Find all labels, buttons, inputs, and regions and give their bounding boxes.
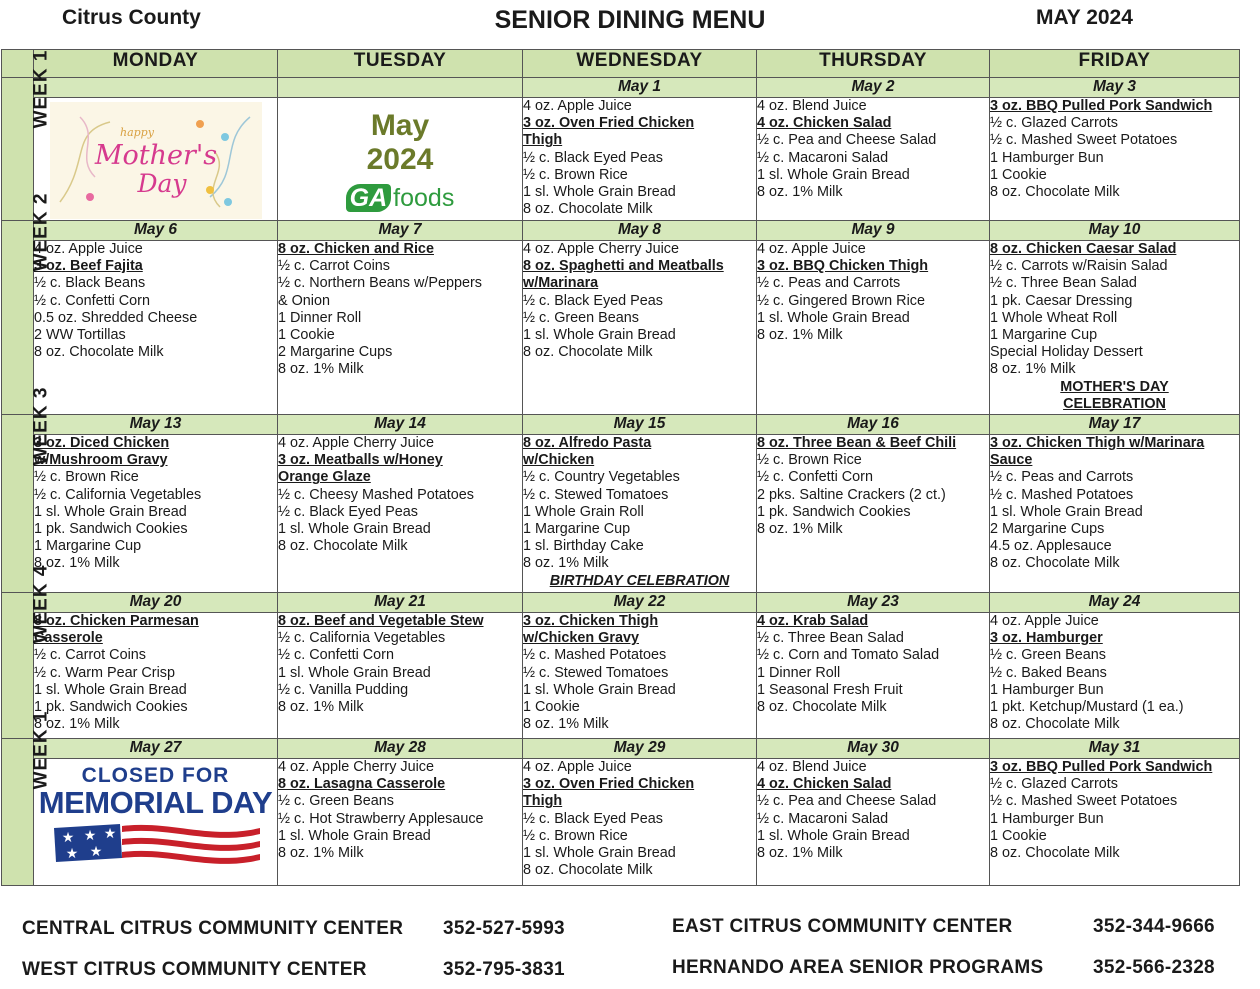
- menu-line: ½ c. Black Eyed Peas: [523, 149, 663, 166]
- menu-cell: [523, 759, 757, 886]
- mothers-text: Mother's: [94, 140, 217, 171]
- week-label-cell: [2, 192, 52, 415]
- day-text: Day: [136, 169, 187, 198]
- menu-line: 3 oz. Hamburger: [990, 630, 1103, 647]
- menu-line: 1 sl. Whole Grain Bread: [757, 166, 910, 183]
- menu-line: 8 oz. Lasagna Casserole: [278, 776, 446, 793]
- menu-line: 8 oz. Alfredo Pasta: [523, 435, 652, 451]
- menu-line: 3 oz. Oven Fried Chicken: [523, 776, 695, 793]
- menu-line: MOTHER'S DAY: [1060, 378, 1169, 395]
- may-2024-graphic: [278, 109, 522, 213]
- mothers-day-graphic: [50, 102, 262, 219]
- menu-line: 3 oz. Chicken Thigh w/Marinara: [990, 435, 1205, 451]
- menu-line: 1 Whole Grain Roll: [523, 503, 644, 520]
- closed-for-text: CLOSED FOR: [81, 764, 230, 787]
- menu-line: BIRTHDAY CELEBRATION: [549, 572, 730, 589]
- menu-line: 1 sl. Whole Grain Bread: [278, 521, 431, 538]
- day-header: TUESDAY: [278, 50, 523, 78]
- grid-corner: [2, 50, 34, 78]
- flower-dot: [86, 193, 94, 201]
- menu-cell: [523, 613, 757, 739]
- menu-row: [2, 759, 1240, 886]
- menu-line: ½ c. Confetti Corn: [278, 647, 394, 664]
- menu-line: Orange Glaze: [278, 469, 371, 486]
- flag-star: ★: [65, 845, 78, 862]
- date-cell: [278, 78, 523, 98]
- menu-line: 1 sl. Whole Grain Bread: [757, 309, 910, 326]
- menu-line: 1 Seasonal Fresh Fruit: [757, 681, 903, 698]
- menu-cell: [757, 759, 990, 886]
- date-cell: May 28: [278, 739, 523, 759]
- date-cell: May 13: [34, 415, 278, 435]
- menu-line: 1 sl. Whole Grain Bread: [523, 327, 676, 344]
- menu-line: 1 sl. Whole Grain Bread: [34, 681, 187, 698]
- date-cell: May 14: [278, 415, 523, 435]
- menu-line: ½ c. Pea and Cheese Salad: [757, 132, 937, 149]
- date-cell: May 30: [757, 739, 990, 759]
- center-name: CENTRAL CITRUS COMMUNITY CENTER: [22, 918, 404, 939]
- menu-cell: [990, 759, 1240, 886]
- menu-line: 3 oz. BBQ Pulled Pork Sandwich: [990, 98, 1213, 114]
- menu-line: ½ c. Glazed Carrots: [990, 115, 1118, 132]
- center-phone: 352-527-5993: [443, 918, 565, 939]
- menu-line: ½ c. Green Beans: [523, 309, 639, 326]
- menu-line: ½ c. Baked Beans: [990, 664, 1107, 681]
- menu-line: 8 oz. 1% Milk: [278, 361, 364, 378]
- menu-cell: [990, 98, 1240, 221]
- menu-line: 1 Hamburger Bun: [990, 681, 1104, 698]
- menu-line: 8 oz. 1% Milk: [278, 699, 364, 716]
- flag-stripe: [122, 825, 260, 838]
- menu-line: ½ c. Confetti Corn: [757, 469, 873, 486]
- menu-row: [2, 98, 1240, 221]
- date-cell: May 23: [757, 593, 990, 613]
- menu-line: ½ c. Cheesy Mashed Potatoes: [278, 486, 474, 503]
- date-cell: May 8: [523, 221, 757, 241]
- flower-dot: [196, 120, 204, 128]
- menu-cell: [990, 241, 1240, 415]
- center-phone: 352-566-2328: [1093, 957, 1215, 978]
- menu-line: 1 Margarine Cup: [523, 521, 631, 538]
- menu-line: 8 oz. 1% Milk: [757, 845, 843, 862]
- flag-star: ★: [61, 829, 74, 846]
- menu-line: ½ c. Brown Rice: [757, 452, 862, 469]
- date-cell: May 1: [523, 78, 757, 98]
- date-cell: May 15: [523, 415, 757, 435]
- menu-line: Casserole: [34, 630, 103, 647]
- menu-line: 3 oz. BBQ Pulled Pork Sandwich: [990, 759, 1213, 775]
- menu-line: 4 oz. Blend Juice: [757, 759, 867, 775]
- week-label: WEEK 4: [30, 564, 52, 644]
- menu-line: ½ c. Three Bean Salad: [990, 275, 1137, 292]
- menu-cell: [757, 435, 990, 593]
- menu-line: w/Chicken: [523, 452, 595, 469]
- date-cell: [34, 78, 278, 98]
- menu-cell: [757, 98, 990, 221]
- menu-line: 4 oz. Apple Juice: [757, 241, 866, 257]
- menu-line: ½ c. Northern Beans w/Peppers: [278, 275, 482, 292]
- menu-cell: [523, 435, 757, 593]
- menu-line: Thigh: [523, 793, 563, 810]
- menu-line: 1 sl. Whole Grain Bread: [278, 664, 431, 681]
- menu-line: 8 oz. Chocolate Milk: [990, 716, 1120, 733]
- memorial-day-graphic: [34, 764, 277, 885]
- day-header-row: [2, 50, 1240, 78]
- menu-line: 3 oz. BBQ Chicken Thigh: [757, 258, 929, 275]
- menu-line: ½ c. Stewed Tomatoes: [523, 486, 669, 503]
- memorial-day-text: MEMORIAL DAY: [38, 785, 273, 821]
- day-header: THURSDAY: [757, 50, 990, 78]
- flag-star: ★: [103, 825, 116, 842]
- ga-foods-logo: [278, 183, 522, 213]
- menu-cell: [523, 241, 757, 415]
- menu-line: 8 oz. Chocolate Milk: [523, 201, 653, 218]
- menu-cell: [278, 759, 523, 886]
- foods-text: foods: [393, 184, 455, 212]
- menu-line: 8 oz. 1% Milk: [757, 521, 843, 538]
- menu-cell: [278, 241, 523, 415]
- county-name: Citrus County: [62, 6, 201, 29]
- menu-line: CELEBRATION: [1063, 395, 1166, 412]
- flag-star: ★: [89, 843, 102, 860]
- menu-line: 4 oz. Apple Juice: [523, 98, 632, 114]
- menu-line: ½ c. Gingered Brown Rice: [757, 292, 925, 309]
- menu-line: 1 pk. Caesar Dressing: [990, 292, 1133, 309]
- center-phone: 352-344-9666: [1093, 916, 1215, 937]
- menu-line: 8 oz. 1% Milk: [757, 184, 843, 201]
- menu-line: 8 oz. Chocolate Milk: [523, 344, 653, 361]
- menu-line: ½ c. Vanilla Pudding: [278, 681, 409, 698]
- menu-line: 8 oz. Chicken Parmesan: [34, 613, 199, 629]
- menu-line: & Onion: [278, 292, 330, 309]
- menu-line: ½ c. Brown Rice: [34, 469, 139, 486]
- happy-text: happy: [119, 126, 154, 139]
- date-row: [2, 415, 1240, 435]
- date-cell: May 9: [757, 221, 990, 241]
- menu-line: 8 oz. Three Bean & Beef Chili: [757, 435, 957, 451]
- menu-line: ½ c. Black Eyed Peas: [523, 810, 663, 827]
- day-header: MONDAY: [34, 50, 278, 78]
- menu-line: 2 Margarine Cups: [278, 344, 393, 361]
- menu-line: 1 Dinner Roll: [278, 309, 362, 326]
- menu-line: 1 Hamburger Bun: [990, 810, 1104, 827]
- date-cell: May 29: [523, 739, 757, 759]
- menu-line: ½ c. Mashed Sweet Potatoes: [990, 132, 1178, 149]
- week-label-cell: [2, 49, 52, 221]
- menu-line: 1 Cookie: [278, 327, 335, 344]
- menu-line: ½ c. Brown Rice: [523, 166, 628, 183]
- menu-line: ½ c. Green Beans: [990, 647, 1106, 664]
- menu-line: 4 oz. Apple Juice: [523, 759, 632, 775]
- week-label: WEEK 2: [30, 192, 52, 272]
- menu-line: 1 sl. Whole Grain Bread: [523, 184, 676, 201]
- flower-dot: [206, 186, 214, 194]
- menu-line: 8 oz. Chocolate Milk: [34, 344, 164, 361]
- flower-dot: [221, 133, 229, 141]
- menu-line: 8 oz. 1% Milk: [278, 845, 364, 862]
- menu-line: w/Marinara: [523, 275, 599, 292]
- may-label: May: [370, 109, 430, 142]
- menu-line: 4 oz. Apple Juice: [990, 613, 1099, 629]
- menu-cell: [278, 435, 523, 593]
- menu-line: ½ c. Corn and Tomato Salad: [757, 647, 940, 664]
- page-title: SENIOR DINING MENU: [494, 6, 766, 34]
- menu-line: ½ c. Black Beans: [34, 275, 146, 292]
- date-row: [2, 593, 1240, 613]
- date-cell: May 10: [990, 221, 1240, 241]
- menu-line: Sauce: [990, 452, 1033, 469]
- menu-cell: [990, 613, 1240, 739]
- menu-line: ½ c. California Vegetables: [34, 486, 202, 503]
- menu-line: 3 oz. Meatballs w/Honey: [278, 452, 443, 469]
- menu-line: 8 oz. 1% Milk: [523, 555, 609, 572]
- date-row: [2, 221, 1240, 241]
- menu-line: 1 sl. Whole Grain Bread: [990, 503, 1143, 520]
- menu-line: 1 Cookie: [990, 166, 1047, 183]
- menu-line: 3 oz. Chicken Thigh: [523, 613, 659, 629]
- menu-line: 4 oz. Chicken Salad: [757, 776, 892, 793]
- menu-line: 4 oz. Krab Salad: [757, 613, 869, 629]
- center-name: HERNANDO AREA SENIOR PROGRAMS: [672, 957, 1044, 978]
- date-cell: May 22: [523, 593, 757, 613]
- menu-line: 1 sl. Whole Grain Bread: [278, 827, 431, 844]
- menu-line: 3 oz. Oven Fried Chicken: [523, 115, 695, 132]
- menu-cell: [34, 98, 278, 221]
- menu-line: 1 Margarine Cup: [34, 538, 142, 555]
- menu-line: 8 oz. Spaghetti and Meatballs: [523, 258, 724, 275]
- menu-line: 8 oz. Chocolate Milk: [990, 845, 1120, 862]
- menu-line: w/Chicken Gravy: [523, 630, 639, 647]
- menu-line: 1 Margarine Cup: [990, 327, 1098, 344]
- week-label: WEEK 1: [30, 49, 52, 129]
- menu-line: 4.5 oz. Applesauce: [990, 538, 1112, 555]
- menu-cell: [757, 613, 990, 739]
- menu-line: 4 oz. Blend Juice: [757, 98, 867, 114]
- week-label: WEEK 1: [30, 710, 52, 790]
- menu-cell: [34, 613, 278, 739]
- menu-line: 8 oz. 1% Milk: [34, 555, 120, 572]
- menu-line: 4 oz. Apple Cherry Juice: [278, 759, 434, 775]
- menu-line: ½ c. Hot Strawberry Applesauce: [278, 810, 484, 827]
- menu-line: ½ c. Carrots w/Raisin Salad: [990, 258, 1168, 275]
- year-label: 2024: [366, 143, 434, 176]
- day-header: FRIDAY: [990, 50, 1240, 78]
- menu-row: [2, 613, 1240, 739]
- menu-line: ½ c. Black Eyed Peas: [523, 292, 663, 309]
- menu-line: 4 oz. Apple Cherry Juice: [278, 435, 434, 451]
- menu-cell: [34, 435, 278, 593]
- menu-cell: [278, 98, 523, 221]
- flag-banner: [50, 822, 262, 864]
- day-header: WEDNESDAY: [523, 50, 757, 78]
- menu-line: Special Holiday Dessert: [990, 344, 1143, 361]
- menu-line: ½ c. Stewed Tomatoes: [523, 664, 669, 681]
- menu-line: 1 pk. Sandwich Cookies: [34, 521, 188, 538]
- menu-line: 1 sl. Whole Grain Bread: [523, 845, 676, 862]
- date-cell: May 16: [757, 415, 990, 435]
- center-name: EAST CITRUS COMMUNITY CENTER: [672, 916, 1013, 937]
- menu-cell: [34, 759, 278, 886]
- menu-line: 0.5 oz. Shredded Cheese: [34, 309, 198, 326]
- flag-stripe: [122, 838, 260, 851]
- menu-line: ½ c. Macaroni Salad: [757, 810, 889, 827]
- menu-line: ½ c. Macaroni Salad: [757, 149, 889, 166]
- menu-line: 4 oz. Apple Cherry Juice: [523, 241, 679, 257]
- menu-line: 8 oz. Chicken and Rice: [278, 241, 434, 257]
- menu-row: [2, 435, 1240, 593]
- menu-line: ½ c. Carrot Coins: [34, 647, 146, 664]
- date-cell: May 21: [278, 593, 523, 613]
- menu-line: 1 Cookie: [523, 699, 580, 716]
- menu-line: 8 oz. Chocolate Milk: [523, 862, 653, 879]
- menu-line: ½ c. Confetti Corn: [34, 292, 150, 309]
- date-cell: May 31: [990, 739, 1240, 759]
- menu-line: ½ c. Three Bean Salad: [757, 630, 904, 647]
- menu-line: 2 pks. Saltine Crackers (2 ct.): [757, 486, 946, 503]
- menu-line: ½ c. Black Eyed Peas: [278, 503, 418, 520]
- menu-line: ½ c. Peas and Carrots: [990, 469, 1134, 486]
- menu-line: 2 Margarine Cups: [990, 521, 1105, 538]
- menu-line: ½ c. Peas and Carrots: [757, 275, 901, 292]
- menu-row: [2, 241, 1240, 415]
- menu-line: 8 oz. Chocolate Milk: [278, 538, 408, 555]
- menu-line: ½ c. Carrot Coins: [278, 258, 390, 275]
- menu-cell: [34, 241, 278, 415]
- menu-line: 8 oz. Beef and Vegetable Stew: [278, 613, 484, 629]
- menu-line: 3 oz. Beef Fajita: [34, 258, 143, 275]
- menu-line: w/Mushroom Gravy: [34, 452, 168, 469]
- date-cell: May 3: [990, 78, 1240, 98]
- date-row: [2, 78, 1240, 98]
- date-cell: May 17: [990, 415, 1240, 435]
- flag-stripe: [122, 851, 260, 864]
- menu-grid: [1, 49, 1240, 886]
- menu-month: MAY 2024: [1036, 6, 1133, 29]
- ga-logo-mark: GA: [346, 184, 392, 212]
- menu-line: ½ c. Mashed Sweet Potatoes: [990, 793, 1178, 810]
- menu-line: ½ c. California Vegetables: [278, 630, 446, 647]
- date-cell: May 20: [34, 593, 278, 613]
- menu-line: ½ c. Glazed Carrots: [990, 776, 1118, 793]
- menu-line: 3 oz. Diced Chicken: [34, 435, 170, 451]
- date-cell: May 6: [34, 221, 278, 241]
- menu-line: 1 Hamburger Bun: [990, 149, 1104, 166]
- week-label-cell: [2, 386, 52, 593]
- menu-line: 1 sl. Whole Grain Bread: [523, 681, 676, 698]
- week-label: WEEK 3: [30, 386, 52, 466]
- flower-dot: [224, 198, 232, 206]
- week-label-cell: [2, 564, 52, 739]
- date-cell: May 27: [34, 739, 278, 759]
- menu-line: 4 oz. Apple Juice: [34, 241, 143, 257]
- week-label-cell: [2, 710, 52, 886]
- menu-line: 1 pk. Sandwich Cookies: [757, 503, 911, 520]
- menu-line: Thigh: [523, 132, 563, 149]
- date-row: [2, 739, 1240, 759]
- menu-line: 8 oz. 1% Milk: [34, 716, 120, 733]
- menu-line: 1 sl. Whole Grain Bread: [34, 503, 187, 520]
- menu-line: 8 oz. 1% Milk: [990, 361, 1076, 378]
- date-cell: May 24: [990, 593, 1240, 613]
- menu-line: 1 sl. Birthday Cake: [523, 538, 644, 555]
- menu-line: 4 oz. Chicken Salad: [757, 115, 892, 132]
- menu-line: ½ c. Mashed Potatoes: [523, 647, 667, 664]
- date-cell: May 2: [757, 78, 990, 98]
- menu-cell: [278, 613, 523, 739]
- menu-line: 8 oz. Chocolate Milk: [990, 184, 1120, 201]
- menu-line: 1 Whole Wheat Roll: [990, 309, 1118, 326]
- menu-line: 1 pk. Sandwich Cookies: [34, 699, 188, 716]
- menu-line: 8 oz. 1% Milk: [757, 327, 843, 344]
- menu-cell: [990, 435, 1240, 593]
- menu-line: 1 Dinner Roll: [757, 664, 841, 681]
- menu-line: 1 Cookie: [990, 827, 1047, 844]
- menu-line: ½ c. Warm Pear Crisp: [34, 664, 175, 681]
- menu-line: ½ c. Brown Rice: [523, 827, 628, 844]
- menu-line: 8 oz. Chicken Caesar Salad: [990, 241, 1177, 257]
- menu-line: 8 oz. 1% Milk: [523, 716, 609, 733]
- menu-line: 8 oz. Chocolate Milk: [990, 555, 1120, 572]
- menu-line: ½ c. Pea and Cheese Salad: [757, 793, 937, 810]
- menu-line: ½ c. Green Beans: [278, 793, 394, 810]
- center-name: WEST CITRUS COMMUNITY CENTER: [22, 959, 367, 980]
- center-phone: 352-795-3831: [443, 959, 565, 980]
- menu-cell: [523, 98, 757, 221]
- menu-line: 8 oz. Chocolate Milk: [757, 699, 887, 716]
- menu-line: ½ c. Mashed Potatoes: [990, 486, 1134, 503]
- menu-cell: [757, 241, 990, 415]
- menu-line: ½ c. Country Vegetables: [523, 469, 680, 486]
- flag-star: ★: [83, 827, 96, 844]
- menu-line: 1 sl. Whole Grain Bread: [757, 827, 910, 844]
- menu-line: 1 pkt. Ketchup/Mustard (1 ea.): [990, 699, 1184, 716]
- menu-line: 2 WW Tortillas: [34, 327, 126, 344]
- date-cell: May 7: [278, 221, 523, 241]
